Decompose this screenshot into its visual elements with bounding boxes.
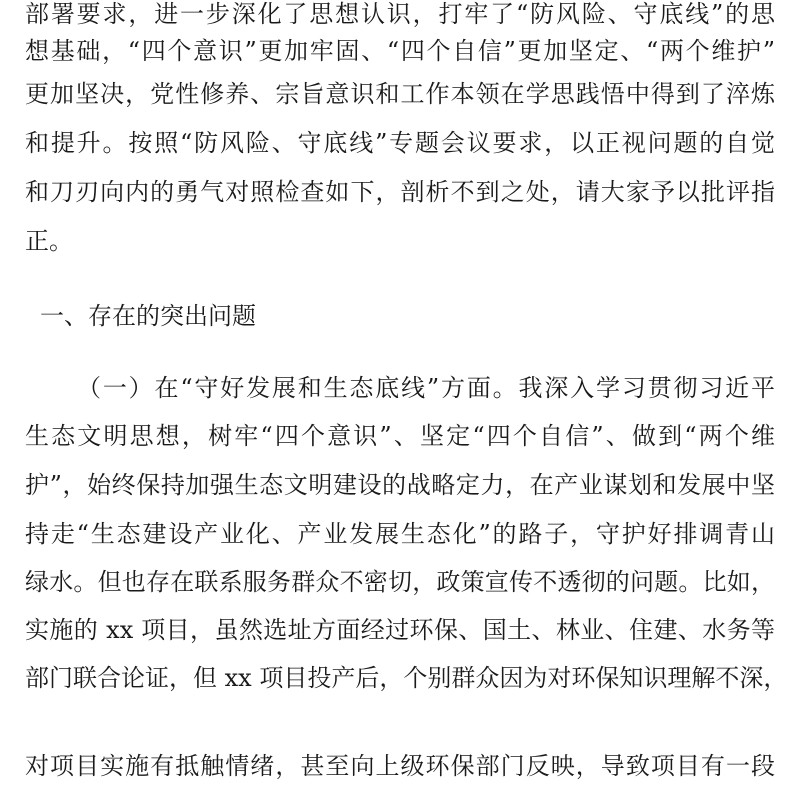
para1-line-1: （一）在“守好发展和生态底线”方面。我深入学习贯彻习近平 xyxy=(77,374,775,402)
para1-line-3: 护”，始终保持加强生态文明建设的战略定力，在产业谋划和发展中坚 xyxy=(25,471,775,499)
intro-line-6: 正。 xyxy=(25,227,73,255)
para2-line-1: 对项目实施有抵触情绪，甚至向上级环保部门反映，导致项目有一段 xyxy=(25,752,775,780)
para1-line-2: 生态文明思想，树牢“四个意识”、坚定“四个自信”、做到“两个维 xyxy=(25,422,775,450)
intro-line-5: 和刀刃向内的勇气对照检查如下，剖析不到之处，请大家予以批评指 xyxy=(25,178,775,206)
para1-line-7: 部门联合论证，但 xx 项目投产后，个别群众因为对环保知识理解不深， xyxy=(25,664,788,692)
intro-line-3: 更加坚决，党性修养、宗旨意识和工作本领在学思践悟中得到了淬炼 xyxy=(25,80,775,108)
intro-line-4: 和提升。按照“防风险、守底线”专题会议要求，以正视问题的自觉 xyxy=(25,129,775,157)
para1-line-6: 实施的 xx 项目，虽然选址方面经过环保、国土、林业、住建、水务等 xyxy=(25,616,775,644)
para1-line-4: 持走“生态建设产业化、产业发展生态化”的路子，守护好排调青山 xyxy=(25,520,775,548)
para1-line-5: 绿水。但也存在联系服务群众不密切，政策宣传不透彻的问题。比如， xyxy=(25,568,775,596)
intro-line-1: 部署要求，进一步深化了思想认识，打牢了“防风险、守底线”的思 xyxy=(25,0,775,28)
intro-line-2: 想基础，“四个意识”更加牢固、“四个自信”更加坚定、“两个维护” xyxy=(25,37,775,65)
section-heading: 一、存在的突出问题 xyxy=(40,302,256,330)
